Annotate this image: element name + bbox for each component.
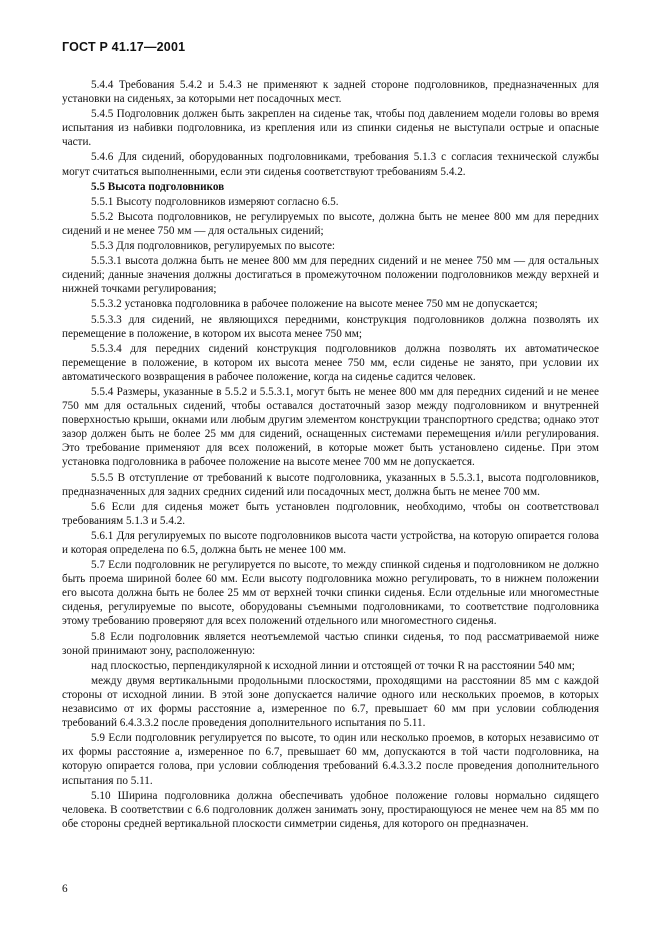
clause-5-6: 5.6 Если для сиденья может быть установлен подголовник, необходимо, чтобы он соответствовал требованиям 5.1.3 и 5.4.2. [62,500,599,527]
clause-5-5-3-1: 5.5.3.1 высота должна быть не менее 800 мм для передних сидений и не менее 750 мм — для остальных сидений; данные значения должны достигаться в промежуточном положении подголовников между верхней и нижней точками регулирования; [62,255,599,296]
clause-5-5-2: 5.5.2 Высота подголовников, не регулируемых по высоте, должна быть не менее 800 мм для передних сидений и не менее 750 мм — для остальных сидений; [62,210,599,237]
clause-5-5-3: 5.5.3 Для подголовников, регулируемых по высоте: [91,240,336,253]
page-number: 6 [62,883,68,895]
document-body [62,78,599,832]
clause-5-8: 5.8 Если подголовник является неотъемлемой частью спинки сиденья, то под рассматриваемой ниже зоной принимают зону, расположенную: [62,630,599,657]
clause-5-5-5: 5.5.5 В отступление от требований к высоте подголовника, указанных в 5.5.3.1, высота подголовников, предназначенных для задних средних сидений или посадочных мест, должна быть не менее 700 мм. [62,471,599,498]
clause-5-4-5: 5.4.5 Подголовник должен быть закреплен на сиденье так, чтобы под давлением модели головы во время испытания из набивки подголовника, из крепления или из спинки сиденья не выступали острые и опасные части. [62,108,599,149]
clause-5-8-item-plane: над плоскостью, перпендикулярной к исходной линии и отстоящей от точки R на расстоянии 540 мм; [91,659,575,672]
clause-5-5-1: 5.5.1 Высоту подголовников измеряют согласно 6.5. [91,195,339,208]
clause-5-7: 5.7 Если подголовник не регулируется по высоте, то между спинкой сиденья и подголовником не должно быть проема шириной более 60 мм. Если высоту подголовника можно регулировать, то в нижнем положении его высота должна быть не более 25 мм от верхней точки спинки сиденья. Если отдельные или многоместные сиденья, регулируемые по высоте, оборудованы съемными подголовниками, то соответствие подголовника этому требованию проверяют для всех положений отдельного или многоместного сиденья. [62,559,599,628]
clause-5-5-3-3: 5.5.3.3 для сидений, не являющихся передними, конструкция подголовников должна позволять их перемещение в положение, в котором их высота менее 750 мм; [62,313,599,340]
clause-5-9: 5.9 Если подголовник регулируется по высоте, то один или несколько проемов, в которых независимо от их формы расстояние a, измеренное по 6.7, превышает 60 мм, допускаются в той части подголовника, на которую опирается голова, при условии соблюдения требований 6.4.3.3.2 после проведения дополнительного испытания по 5.11. [62,732,599,787]
standard-header: ГОСТ Р 41.17—2001 [62,40,186,54]
clause-5-10: 5.10 Ширина подголовника должна обеспечивать удобное положение головы нормально сидящего человека. В соответствии с 6.6 подголовник должен занимать зону, простирающуюся не менее чем на 85 мм по обе стороны средней вертикальной плоскости симметрии сиденья, для которого он предназначен. [62,789,599,830]
clause-5-4-4: 5.4.4 Требования 5.4.2 и 5.4.3 не применяют к задней стороне подголовников, предназначенных для установки на сиденьях, за которыми нет посадочных мест. [62,79,599,106]
clause-5-4-6: 5.4.6 Для сидений, оборудованных подголовниками, требования 5.1.3 с согласия технической службы могут считаться выполненными, если эти сиденья соответствуют требованиям 5.4.2. [62,151,599,178]
clause-5-8-item-zone: между двумя вертикальными продольными плоскостями, проходящими на расстоянии 85 мм с каждой стороны от исходной линии. В этой зоне допускается наличие одного или нескольких проемов, в которых независимо от их формы расстояние a, измеренное по 6.7, превышает 60 мм при условии соблюдения требований 6.4.3.3.2 после проведения дополнительного испытания по 5.11. [62,674,599,730]
section-heading-5-5: 5.5 Высота подголовников [91,180,225,193]
clause-5-5-3-2: 5.5.3.2 установка подголовника в рабочее положение на высоте менее 750 мм не допускается; [91,298,538,311]
clause-5-6-1: 5.6.1 Для регулируемых по высоте подголовников высота части устройства, на которую опирается голова и которая определена по 6.5, должна быть не менее 100 мм. [62,529,599,556]
clause-5-5-3-4: 5.5.3.4 для передних сидений конструкция подголовников должна позволять их автоматическое перемещение в положение, в котором их высота менее 750 мм, если сиденье не занято, при условии их автоматического возвращения в рабочее положение, когда на сиденье садится человек. [62,342,599,383]
clause-5-5-4: 5.5.4 Размеры, указанные в 5.5.2 и 5.5.3.1, могут быть не менее 800 мм для передних сидений и не менее 750 мм для остальных сидений, чтобы оставался достаточный зазор между подголовником и внутренней поверхностью крыши, окнами или любым другим элементом конструкции транспортного средства; однако этот зазор должен быть не более 25 мм для сидений, оснащенных системами перемещения и/или регулирования. Это требование применяют для всех положений, в которые может быть установлено сиденье. При этом установка подголовника в рабочее положение на высоте менее 700 мм не допускается. [62,385,599,469]
